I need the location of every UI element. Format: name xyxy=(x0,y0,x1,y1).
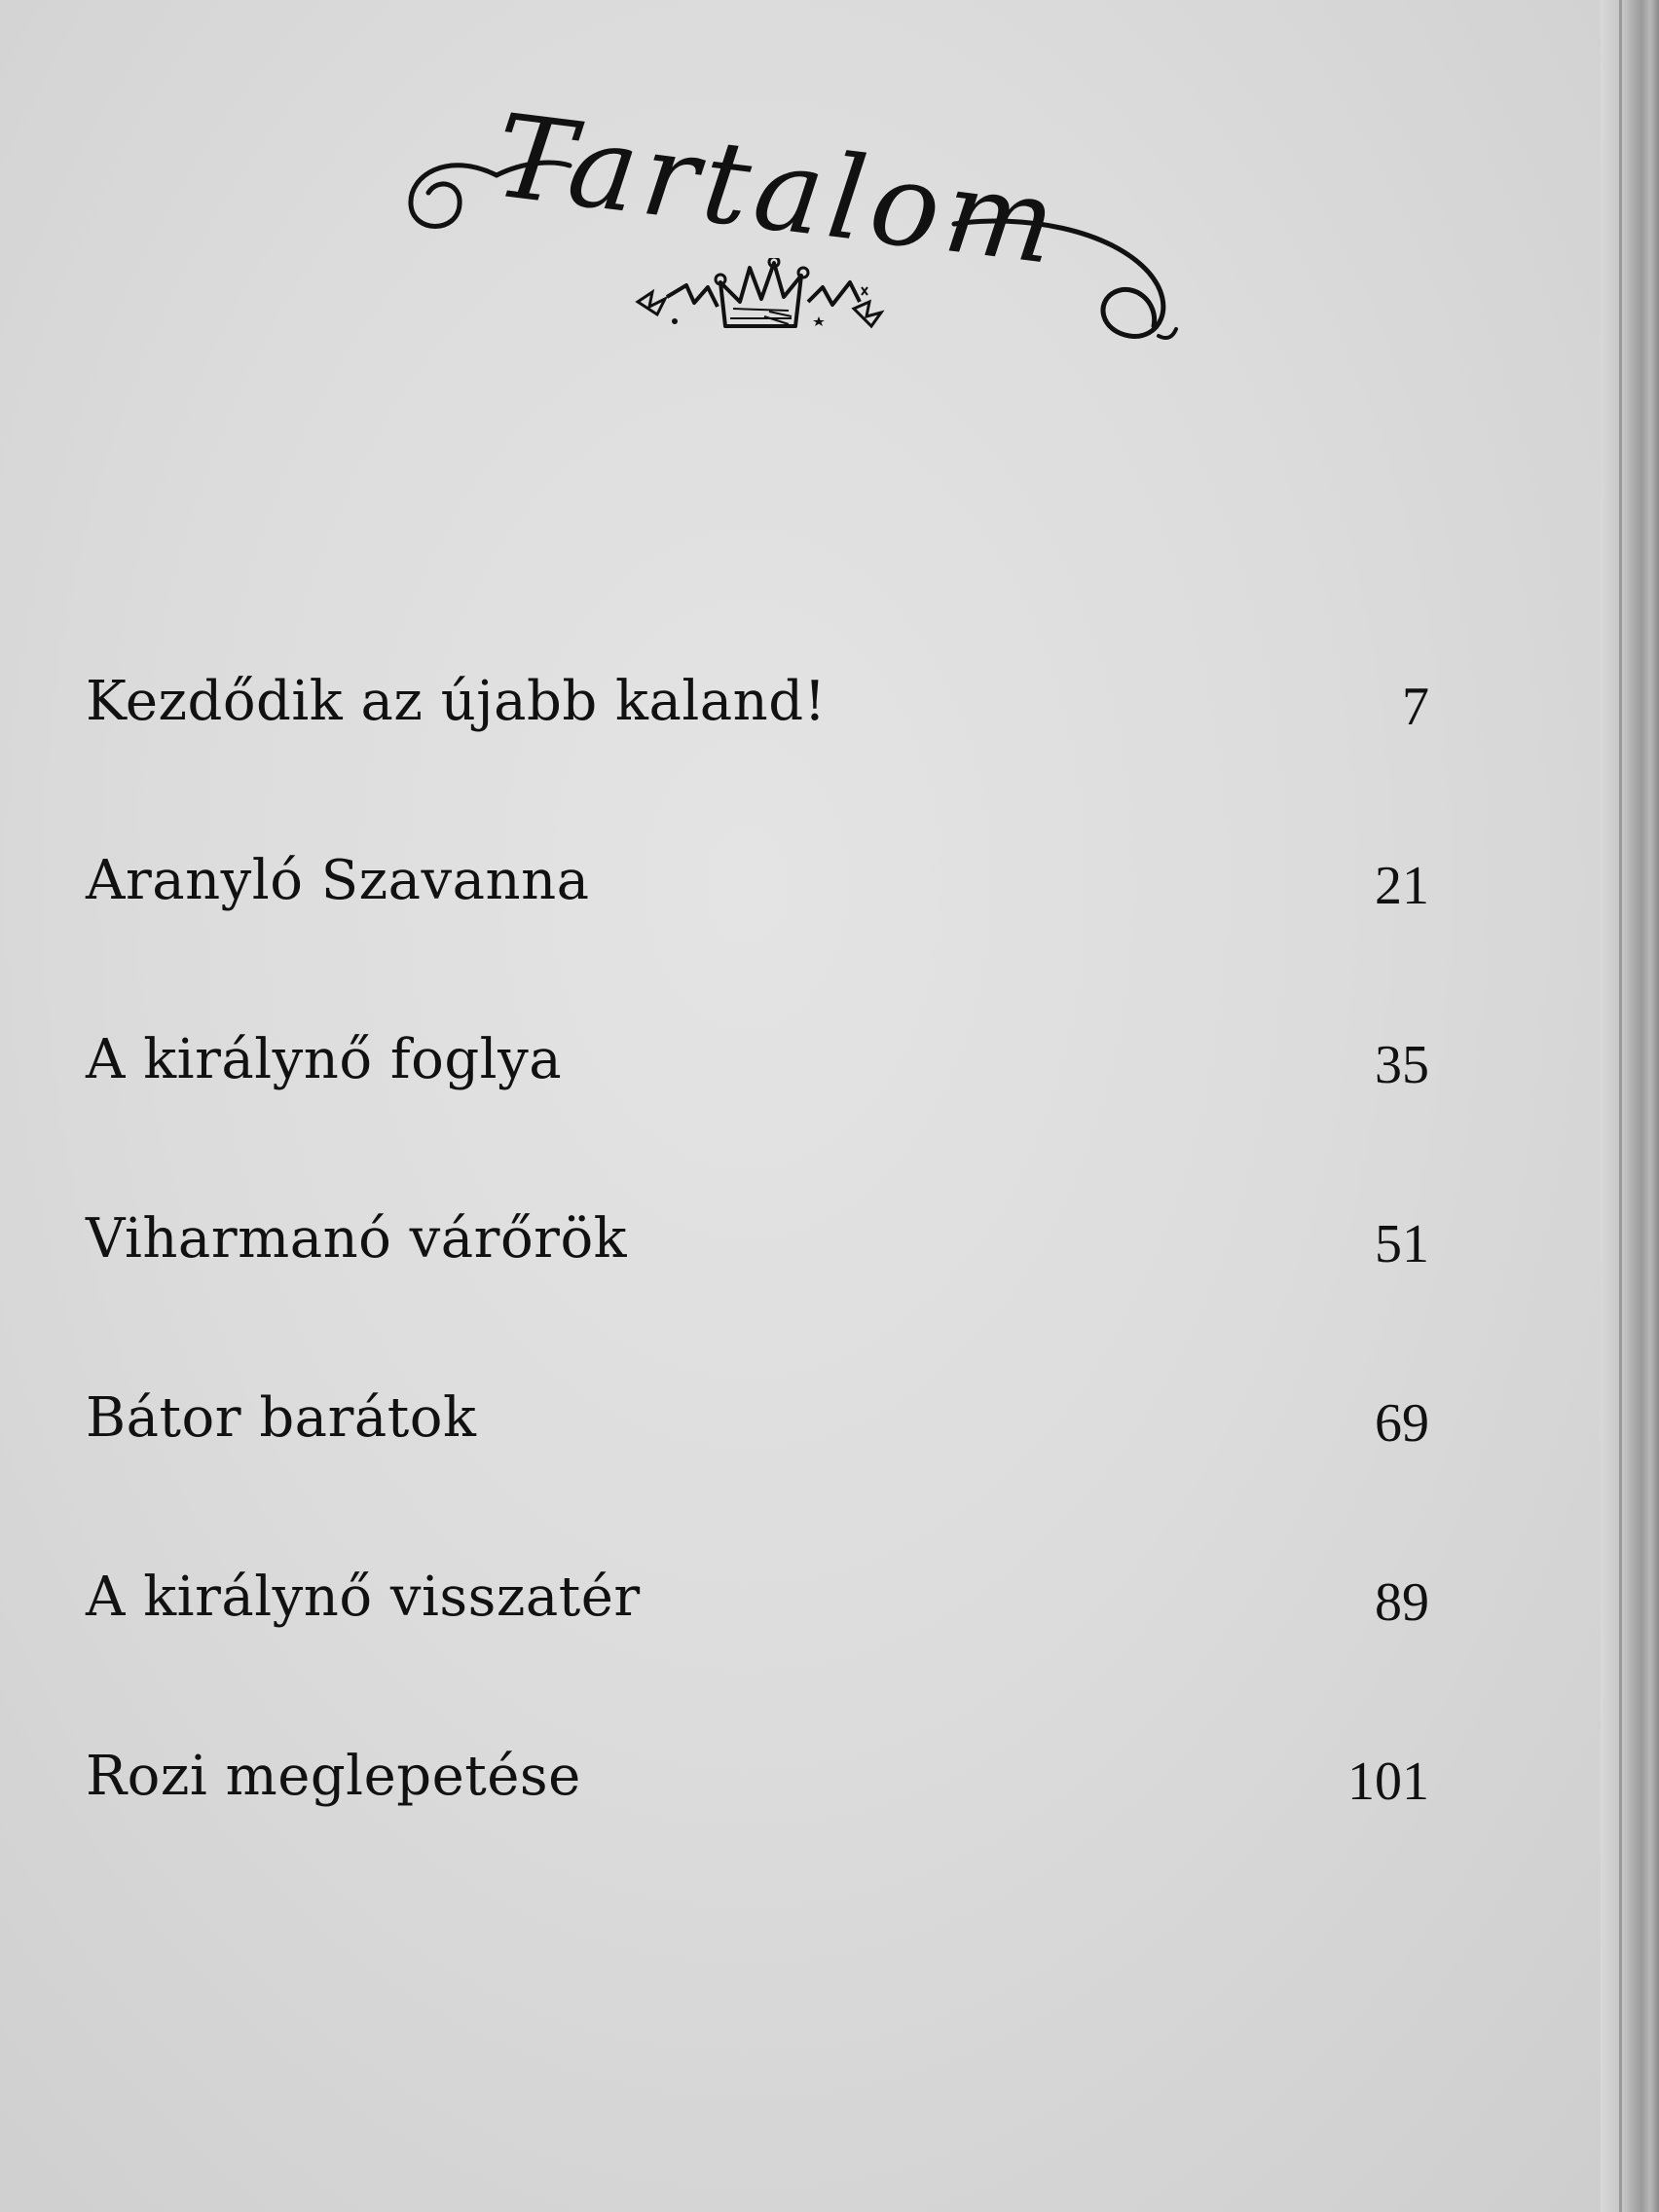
toc-entry[interactable] xyxy=(86,1359,1429,1538)
page-edge-line xyxy=(1619,0,1622,2212)
toc-entry[interactable] xyxy=(86,1001,1429,1180)
chapter-page-number: 21 xyxy=(1375,856,1429,916)
chapter-page-number: 89 xyxy=(1375,1572,1429,1633)
toc-header xyxy=(389,68,1188,360)
page-title: Tartalom xyxy=(488,88,1068,291)
toc-entry[interactable] xyxy=(86,822,1429,1001)
chapter-title: Viharmanó várőrök xyxy=(86,1207,628,1271)
toc-entry[interactable] xyxy=(86,643,1429,822)
toc-entry[interactable] xyxy=(86,1538,1429,1717)
chapter-title: A királynő foglya xyxy=(86,1028,563,1091)
table-of-contents xyxy=(86,643,1429,1897)
chapter-title: Bátor barátok xyxy=(86,1386,477,1450)
chapter-title: Rozi meglepetése xyxy=(86,1745,581,1808)
page-edge xyxy=(1601,0,1659,2212)
chapter-page-number: 7 xyxy=(1402,677,1429,737)
chapter-title: Aranyló Szavanna xyxy=(86,849,590,912)
chapter-title: A királynő visszatér xyxy=(86,1566,641,1629)
chapter-page-number: 101 xyxy=(1347,1751,1429,1812)
chapter-page-number: 69 xyxy=(1375,1393,1429,1454)
chapter-page-number: 51 xyxy=(1375,1214,1429,1274)
chapter-page-number: 35 xyxy=(1375,1035,1429,1095)
toc-entry[interactable] xyxy=(86,1717,1429,1897)
chapter-title: Kezdődik az újabb kaland! xyxy=(86,670,827,733)
crown-icon xyxy=(628,258,891,346)
toc-entry[interactable] xyxy=(86,1180,1429,1359)
